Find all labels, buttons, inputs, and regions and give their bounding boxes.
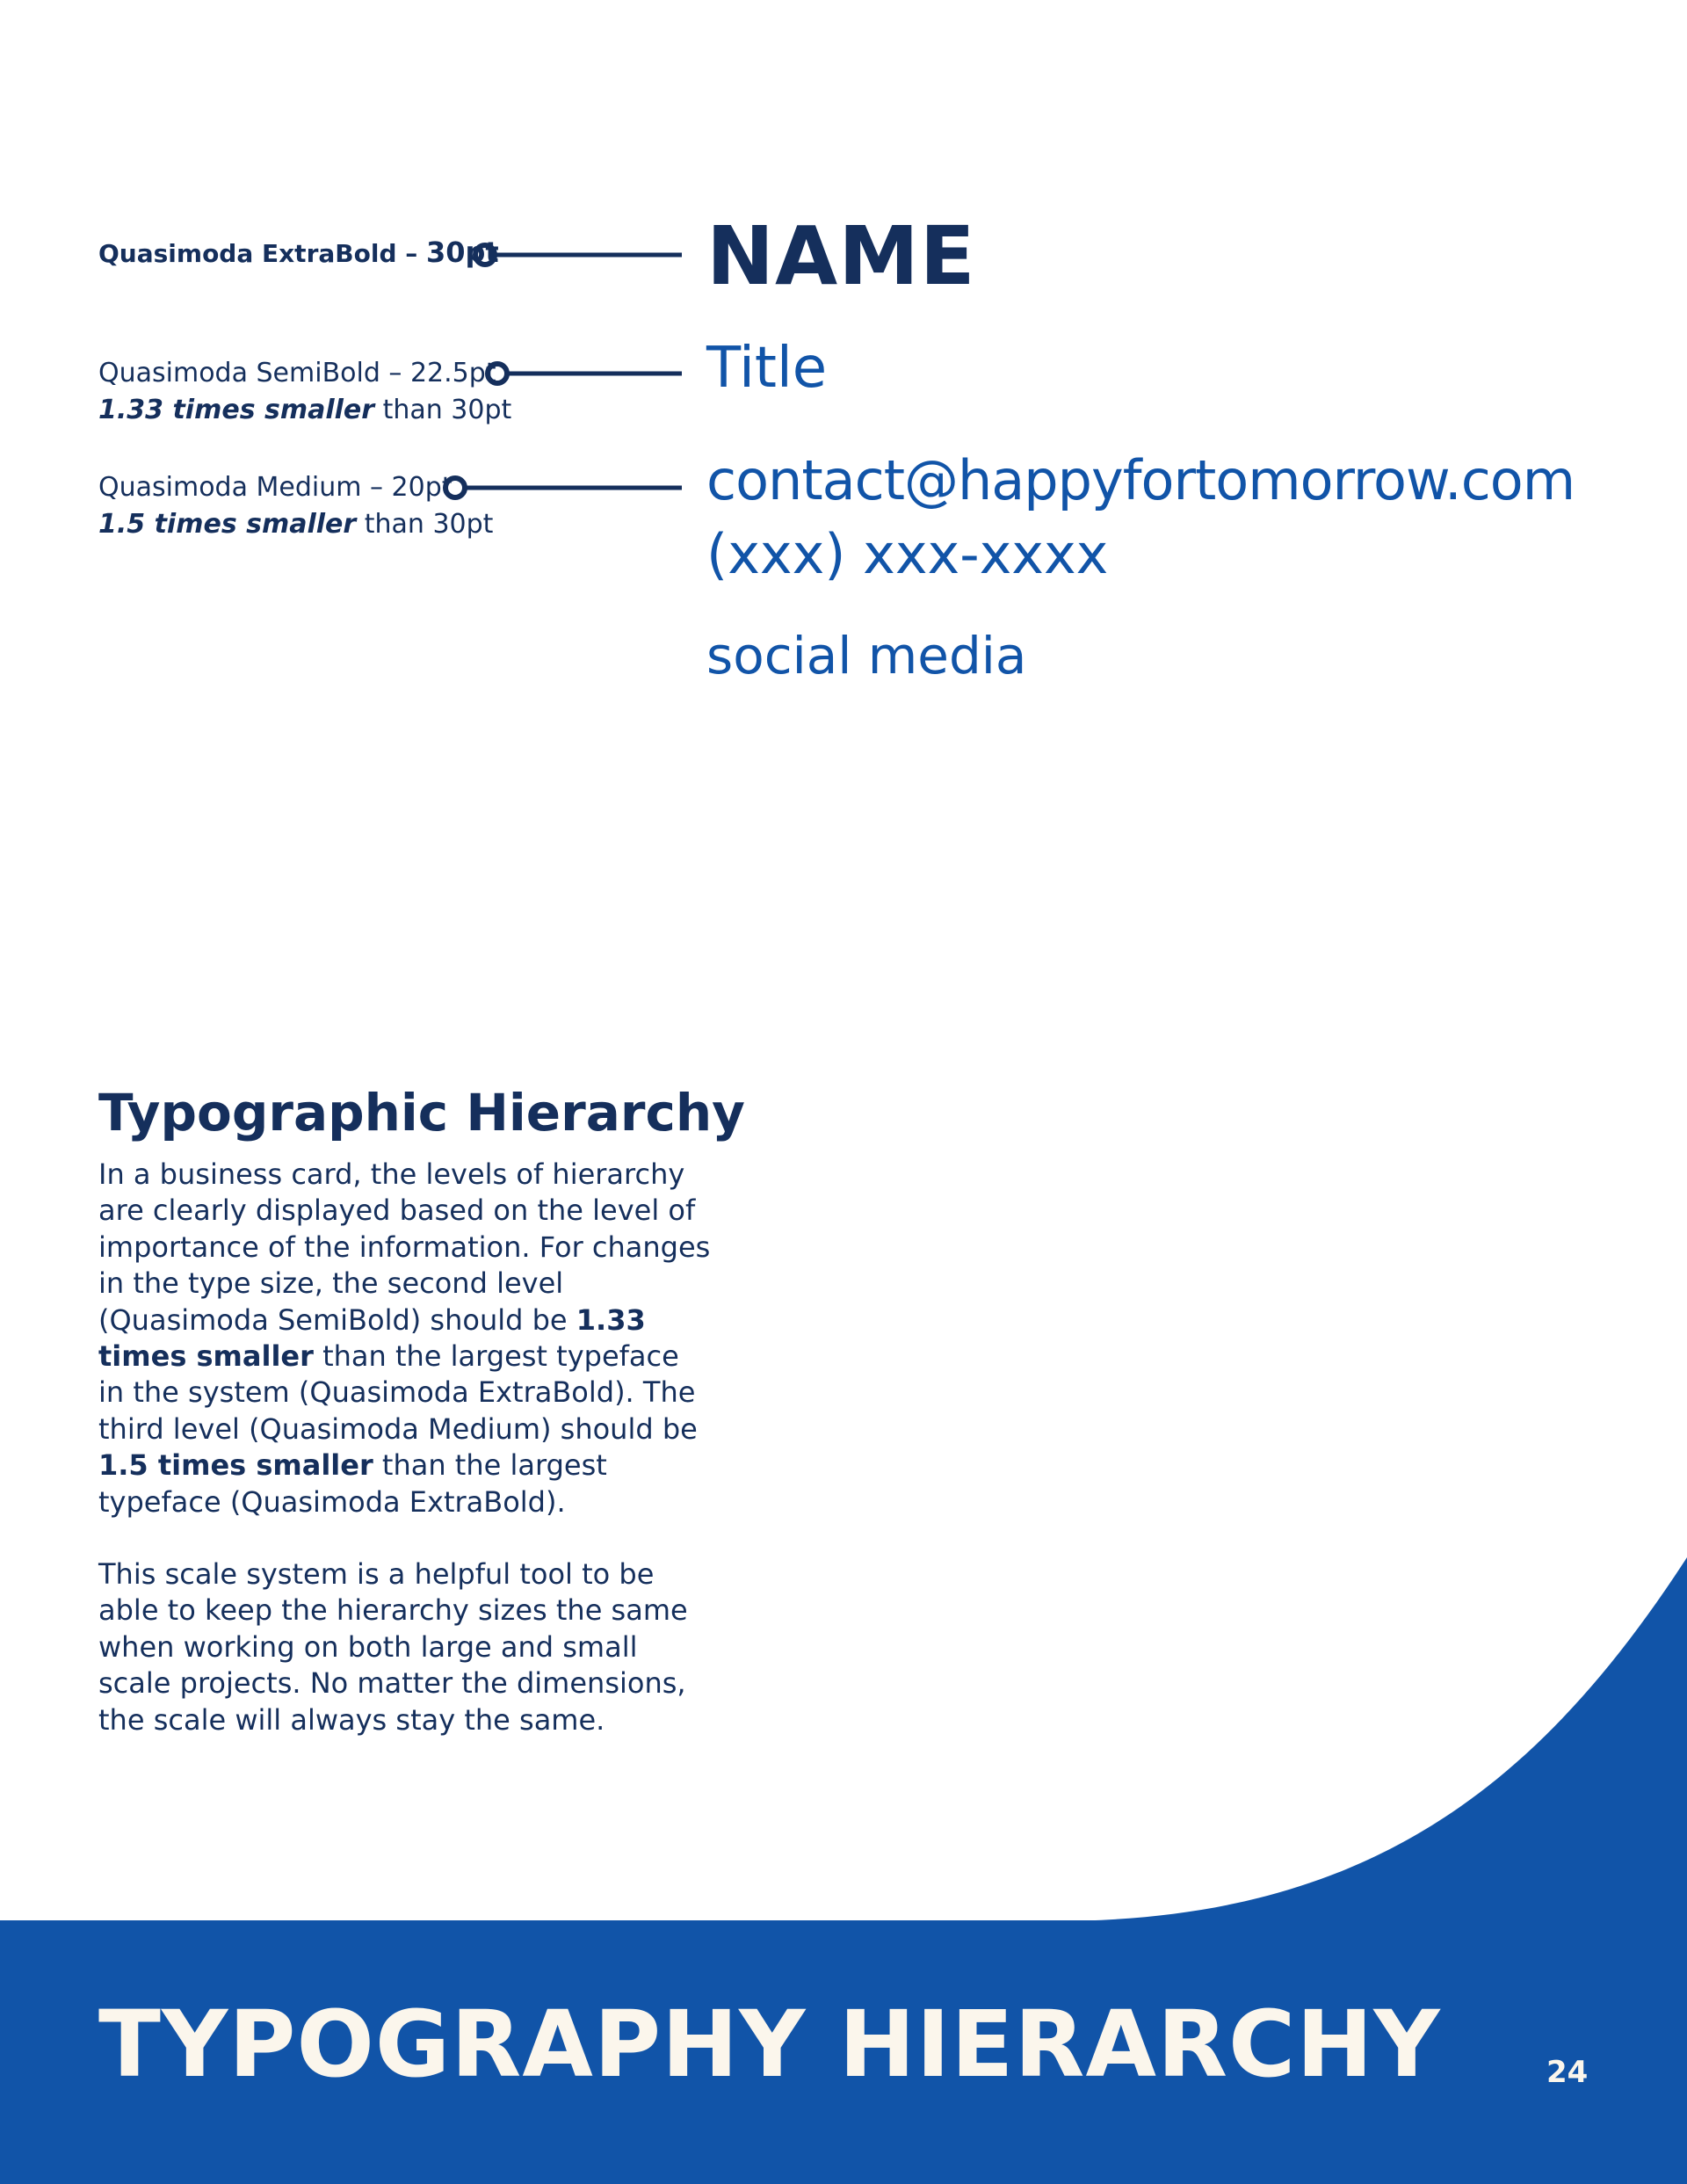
annotation-extrabold-size: 30pt: [425, 236, 499, 269]
paragraph-1-text-e: than the largest typeface (Quasimoda ExtraBold).: [98, 1448, 607, 1519]
annotation-extrabold-label: Quasimoda ExtraBold –: [98, 239, 426, 268]
paragraph-1-bold-ratio-1: 1.33 times smaller: [98, 1302, 646, 1374]
annotation-medium-label: Quasimoda Medium – 20pt: [98, 472, 453, 503]
card-name: NAME: [706, 209, 976, 303]
card-email: contact@happyfortomorrow.com: [706, 448, 1575, 512]
card-phone: (xxx) xxx-xxxx: [706, 522, 1109, 586]
section-paragraph-2: This scale system is a helpful tool to be able to keep the hierarchy sizes the same when working on both large and small scale projects. No matter the dimensions, the scale will always stay the same.: [98, 1557, 688, 1737]
paragraph-1-text-a: In a business card, the levels of hierarchy are clearly displayed based on the level of importance of the information. For changes in the type size, the second level (Quasimoda SemiBold) should be: [98, 1157, 711, 1337]
annotation-medium-suffix: than 30pt: [356, 509, 494, 540]
card-social: social media: [706, 626, 1027, 686]
card-title: Title: [706, 336, 828, 401]
page-number: 24: [1546, 2055, 1589, 2090]
annotation-semibold-label: Quasimoda SemiBold – 22.5pt: [98, 358, 496, 388]
paragraph-1-bold-ratio-2: 1.5 times smaller: [98, 1448, 373, 1483]
footer-title: TYPOGRAPHY HIERARCHY: [98, 1991, 1441, 2098]
section-heading: Typographic Hierarchy: [98, 1083, 745, 1143]
paragraph-1-text-c: than the largest typeface in the system (Quasimoda ExtraBold). The third level (Quasimoda Medium) should be: [98, 1339, 698, 1446]
annotation-semibold-suffix: than 30pt: [374, 395, 512, 425]
annotation-semibold-emphasis: 1.33 times smaller: [98, 395, 375, 425]
annotation-medium-emphasis: 1.5 times smaller: [98, 509, 357, 540]
